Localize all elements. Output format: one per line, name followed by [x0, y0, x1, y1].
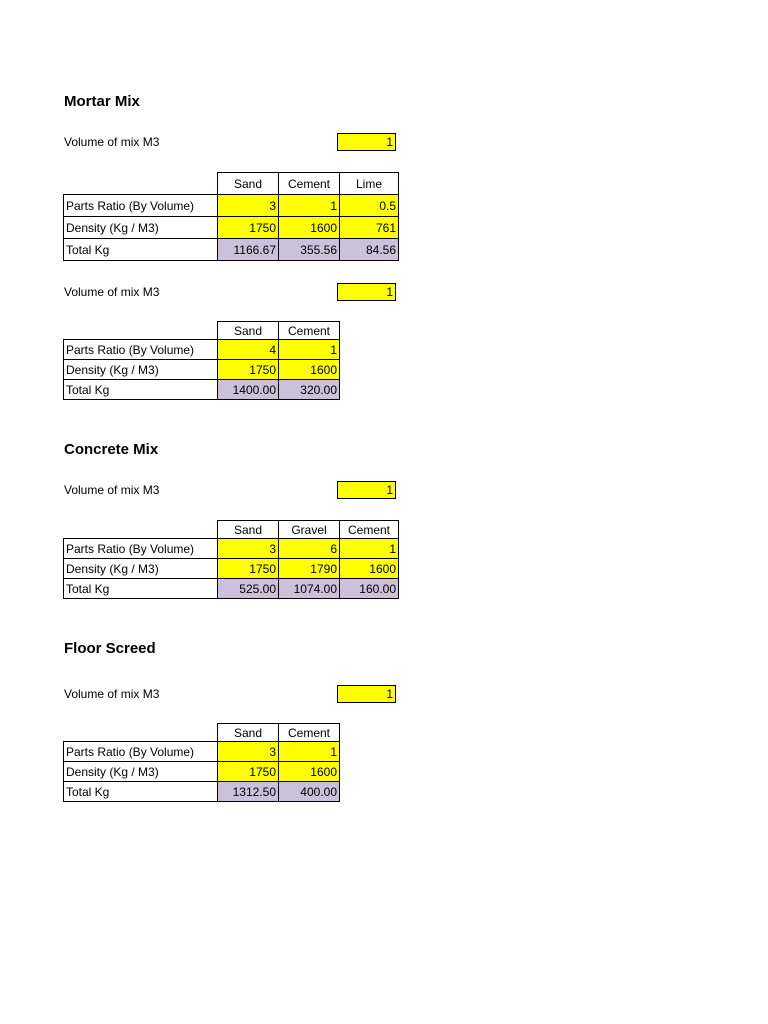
column-header-sand: Sand: [218, 322, 279, 340]
table-row: [64, 380, 340, 400]
mortar-mix-table: [63, 172, 399, 261]
parts-sand-cell[interactable]: 3: [218, 195, 279, 217]
table-row: [64, 239, 399, 261]
parts-lime-cell[interactable]: 0.5: [340, 195, 399, 217]
row-label-density: Density (Kg / M3): [64, 762, 218, 782]
row-label-parts-ratio: Parts Ratio (By Volume): [64, 195, 218, 217]
parts-cement-cell[interactable]: 1: [279, 742, 340, 762]
density-cement-cell[interactable]: 1600: [279, 360, 340, 380]
row-label-density: Density (Kg / M3): [64, 559, 218, 579]
density-sand-cell[interactable]: 1750: [218, 360, 279, 380]
row-label-density: Density (Kg / M3): [64, 360, 218, 380]
floor-screed-table: [63, 723, 340, 802]
row-label-parts-ratio: Parts Ratio (By Volume): [64, 742, 218, 762]
total-sand-cell: 525.00: [218, 579, 279, 599]
total-cement-cell: 160.00: [340, 579, 399, 599]
density-sand-cell[interactable]: 1750: [218, 762, 279, 782]
column-header-gravel: Gravel: [279, 521, 340, 539]
parts-cement-cell[interactable]: 1: [279, 195, 340, 217]
parts-gravel-cell[interactable]: 6: [279, 539, 340, 559]
table-row: [64, 217, 399, 239]
parts-sand-cell[interactable]: 3: [218, 742, 279, 762]
total-cement-cell: 400.00: [279, 782, 340, 802]
parts-sand-cell[interactable]: 3: [218, 539, 279, 559]
mortar-volume-input[interactable]: 1: [337, 133, 396, 151]
concrete-volume-label: Volume of mix M3: [64, 483, 160, 497]
table-row: [64, 340, 340, 360]
parts-cement-cell[interactable]: 1: [279, 340, 340, 360]
density-sand-cell[interactable]: 1750: [218, 217, 279, 239]
column-header-sand: Sand: [218, 173, 279, 195]
column-header-cement: Cement: [279, 322, 340, 340]
mortar-mix-table-2: [63, 321, 340, 400]
total-cement-cell: 320.00: [279, 380, 340, 400]
table-row: [64, 539, 399, 559]
total-gravel-cell: 1074.00: [279, 579, 340, 599]
table-row: [64, 195, 399, 217]
row-label-total-kg: Total Kg: [64, 239, 218, 261]
table-row: [64, 579, 399, 599]
density-cement-cell[interactable]: 1600: [279, 762, 340, 782]
column-header-cement: Cement: [279, 173, 340, 195]
row-label-total-kg: Total Kg: [64, 380, 218, 400]
table-row: [64, 360, 340, 380]
row-label-total-kg: Total Kg: [64, 782, 218, 802]
concrete-mix-table: [63, 520, 399, 599]
density-gravel-cell[interactable]: 1790: [279, 559, 340, 579]
density-lime-cell[interactable]: 761: [340, 217, 399, 239]
column-header-cement: Cement: [279, 724, 340, 742]
concrete-mix-heading: Concrete Mix: [64, 441, 159, 458]
density-cement-cell[interactable]: 1600: [340, 559, 399, 579]
total-sand-cell: 1312.50: [218, 782, 279, 802]
row-label-total-kg: Total Kg: [64, 579, 218, 599]
column-header-sand: Sand: [218, 521, 279, 539]
screed-volume-label: Volume of mix M3: [64, 687, 160, 701]
total-sand-cell: 1400.00: [218, 380, 279, 400]
parts-cement-cell[interactable]: 1: [340, 539, 399, 559]
table-row: [64, 782, 340, 802]
mortar-volume-label: Volume of mix M3: [64, 135, 160, 149]
column-header-lime: Lime: [340, 173, 399, 195]
row-label-parts-ratio: Parts Ratio (By Volume): [64, 340, 218, 360]
total-lime-cell: 84.56: [340, 239, 399, 261]
density-sand-cell[interactable]: 1750: [218, 559, 279, 579]
table-row: [64, 559, 399, 579]
density-cement-cell[interactable]: 1600: [279, 217, 340, 239]
column-header-sand: Sand: [218, 724, 279, 742]
screed-volume-input[interactable]: 1: [337, 685, 396, 703]
total-sand-cell: 1166.67: [218, 239, 279, 261]
table-row: [64, 762, 340, 782]
mortar2-volume-label: Volume of mix M3: [64, 285, 160, 299]
mortar-mix-heading: Mortar Mix: [64, 93, 140, 110]
parts-sand-cell[interactable]: 4: [218, 340, 279, 360]
total-cement-cell: 355.56: [279, 239, 340, 261]
table-row: [64, 742, 340, 762]
row-label-parts-ratio: Parts Ratio (By Volume): [64, 539, 218, 559]
column-header-cement: Cement: [340, 521, 399, 539]
concrete-volume-input[interactable]: 1: [337, 481, 396, 499]
mortar2-volume-input[interactable]: 1: [337, 283, 396, 301]
floor-screed-heading: Floor Screed: [64, 640, 156, 657]
row-label-density: Density (Kg / M3): [64, 217, 218, 239]
